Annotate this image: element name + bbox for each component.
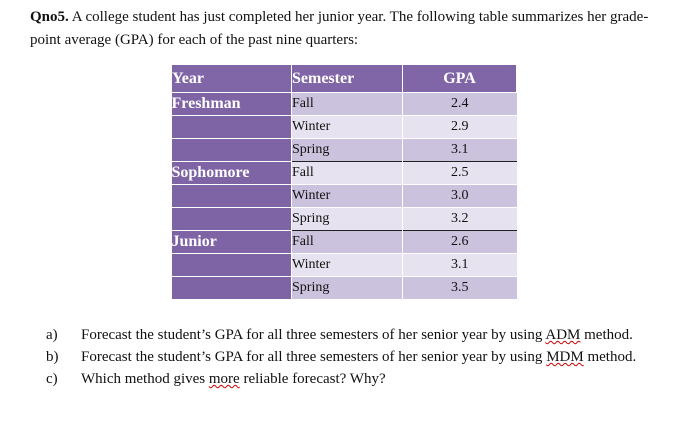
question-list [46, 324, 662, 390]
question-intro [30, 6, 670, 52]
semester-cell: Spring [292, 277, 403, 300]
year-cell: Freshman [172, 93, 292, 116]
spellcheck-word: ADM [545, 327, 581, 343]
item-text-end: reliable forecast? Why? [239, 371, 386, 387]
semester-cell: Winter [292, 185, 403, 208]
table-row [172, 162, 517, 185]
table-row [172, 277, 517, 300]
year-cell [172, 254, 292, 277]
semester-cell: Spring [292, 208, 403, 231]
question-text: A college student has just completed her junior year. The following table summarizes her grade-point average (GPA) for each of the past nine quarters: [30, 9, 649, 48]
header-semester: Semester [292, 65, 403, 93]
spellcheck-word: MDM [546, 349, 584, 365]
table-row [172, 208, 517, 231]
table-row [172, 139, 517, 162]
table-header-row [172, 65, 517, 93]
gpa-cell: 3.2 [403, 208, 517, 231]
list-item [46, 324, 662, 346]
table-row [172, 93, 517, 116]
gpa-cell: 3.0 [403, 185, 517, 208]
semester-cell: Spring [292, 139, 403, 162]
list-item [46, 368, 662, 390]
item-label: c) [46, 371, 58, 387]
year-cell [172, 139, 292, 162]
semester-cell: Winter [292, 254, 403, 277]
item-text: Forecast the student’s GPA for all three semesters of her senior year by using [81, 349, 547, 365]
year-cell [172, 116, 292, 139]
gpa-table [171, 64, 517, 299]
year-cell: Sophomore [172, 162, 292, 185]
gpa-cell: 3.1 [403, 254, 517, 277]
question-number: Qno5. [30, 9, 69, 25]
semester-cell: Fall [292, 93, 403, 116]
gpa-cell: 2.6 [403, 231, 517, 254]
gpa-cell: 3.1 [403, 139, 517, 162]
table-row [172, 231, 517, 254]
list-item [46, 346, 662, 368]
item-text-end: method. [583, 349, 637, 365]
year-cell [172, 185, 292, 208]
header-gpa: GPA [403, 65, 517, 93]
header-year: Year [172, 65, 292, 93]
item-label: a) [46, 327, 58, 343]
spellcheck-word: more [208, 371, 240, 387]
table-row [172, 254, 517, 277]
gpa-cell: 2.5 [403, 162, 517, 185]
gpa-cell: 2.9 [403, 116, 517, 139]
item-label: b) [46, 349, 59, 365]
year-cell [172, 208, 292, 231]
item-text-end: method. [580, 327, 633, 343]
semester-cell: Winter [292, 116, 403, 139]
gpa-cell: 3.5 [403, 277, 517, 300]
item-text: Forecast the student’s GPA for all three semesters of her senior year by using [81, 327, 546, 343]
year-cell: Junior [172, 231, 292, 254]
gpa-cell: 2.4 [403, 93, 517, 116]
table-row [172, 116, 517, 139]
table-row [172, 185, 517, 208]
semester-cell: Fall [292, 231, 403, 254]
year-cell [172, 277, 292, 300]
semester-cell: Fall [292, 162, 403, 185]
item-text: Which method gives [81, 371, 209, 387]
